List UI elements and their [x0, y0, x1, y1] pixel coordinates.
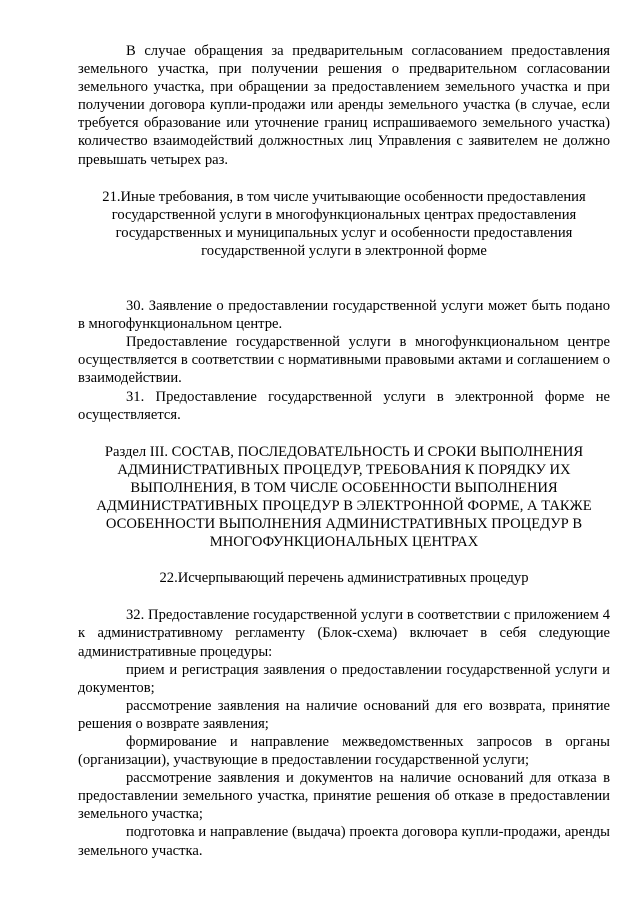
paragraph-30-mfc: Предоставление государственной услуги в многофункциональном центре осуществляется в соответствии с нормативными правовыми актами и соглашением о взаимодействии. [78, 334, 610, 387]
list-item: формирование и направление межведомственных запросов в органы (организации), участвующие в предоставлении государственной услуги; [78, 734, 610, 769]
list-item: подготовка и направление (выдача) проекта договора купли-продажи, аренды земельного участка. [78, 824, 610, 859]
paragraph-30: 30. Заявление о предоставлении государственной услуги может быть подано в многофункциональном центре. [78, 298, 610, 333]
list-item: рассмотрение заявления на наличие оснований для его возврата, принятие решения о возврате заявления; [78, 697, 610, 732]
paragraph-32: 32. Предоставление государственной услуги в соответствии с приложением 4 к административному регламенту (Блок-схема) включает в себя следующие административные процедуры: [78, 607, 610, 660]
heading-section-21: 21.Иные требования, в том числе учитывающие особенности предоставления государственной услуги в многофункциональных центрах предоставления государственных и муниципальных услуг и особенности предоставления государственной услуги в электронной форме [102, 188, 586, 259]
heading-section-3: Раздел III. СОСТАВ, ПОСЛЕДОВАТЕЛЬНОСТЬ И СРОКИ ВЫПОЛНЕНИЯ АДМИНИСТРАТИВНЫХ ПРОЦЕДУР, ТРЕБОВАНИЯ К ПОРЯДКУ ИХ ВЫПОЛНЕНИЯ, В ТОМ ЧИСЛЕ ОСОБЕННОСТИ ВЫПОЛНЕНИЯ АДМИНИСТРАТИВНЫХ ПРОЦЕДУР В ЭЛЕКТРОННОЙ ФОРМЕ, А ТАКЖЕ ОСОБЕННОСТИ ВЫПОЛНЕНИЯ АДМИНИСТРАТИВНЫХ ПРОЦЕДУР В МНОГОФУНКЦИОНАЛЬНЫХ ЦЕНТРАХ [96, 443, 592, 551]
paragraph-interactions-limit: В случае обращения за предварительным согласованием предоставления земельного участка, при получении решения о предварительном согласовании земельного участка, при обращении за предоставлением земельного участка и при получении договора купли-продажи или аренды земельного участка (в случае, если требуется образование или уточнение границ испрашиваемого земельного участка) количество взаимодействий должностных лиц Управления с заявителем не должно превышать четырех раз. [78, 43, 610, 168]
paragraph-31: 31. Предоставление государственной услуги в электронной форме не осуществляется. [78, 388, 610, 423]
list-item: рассмотрение заявления и документов на наличие оснований для отказа в предоставлении земельного участка, принятие решения об отказе в предоставлении земельного участка; [78, 770, 610, 823]
document-page [78, 42, 610, 860]
list-item: прием и регистрация заявления о предоставлении государственной услуги и документов; [78, 661, 610, 696]
heading-section-22: 22.Исчерпывающий перечень административных процедур [159, 570, 529, 587]
